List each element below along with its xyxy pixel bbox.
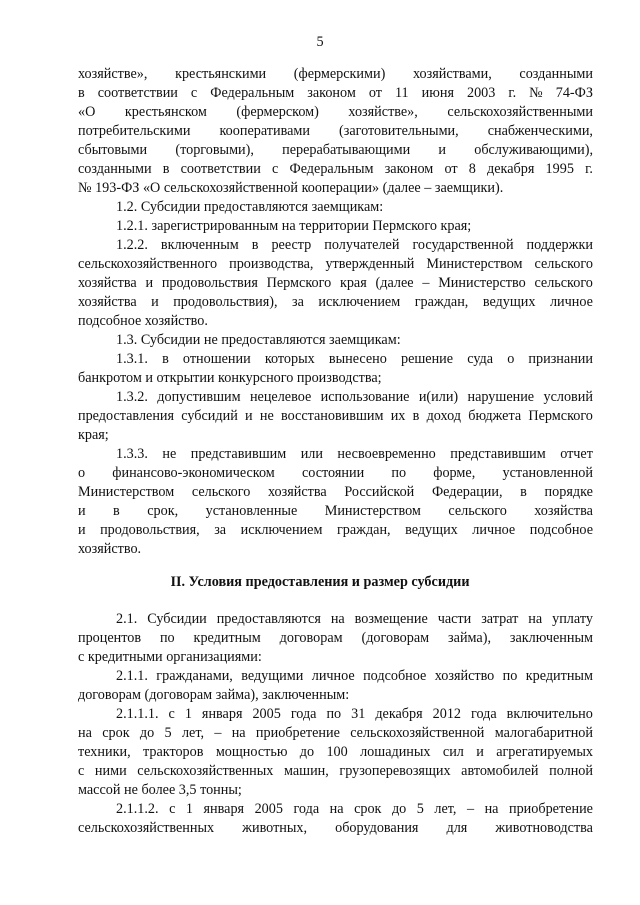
text-word: 2005 xyxy=(252,706,281,722)
text-word: 1.3.1. xyxy=(116,351,148,367)
text-word: (фермерском) xyxy=(236,104,319,120)
text-word: уплату xyxy=(552,611,593,627)
text-word: вынесено xyxy=(328,351,387,367)
text-word: отчет xyxy=(560,446,593,462)
text-word: и xyxy=(245,408,253,424)
text-word: кредитным xyxy=(193,630,261,646)
text-word: до xyxy=(391,801,407,817)
text-word: Министерство xyxy=(438,275,526,291)
text-word: нецелевое xyxy=(249,389,312,405)
text-word: в xyxy=(78,85,85,101)
text-word: агрегатируемых xyxy=(496,744,593,760)
text-word: на xyxy=(528,611,543,627)
text-word: края; xyxy=(78,427,109,443)
text-word: в xyxy=(412,408,420,424)
text-word: 5 xyxy=(416,801,424,817)
text-word: в xyxy=(162,161,170,177)
text-line xyxy=(78,723,593,743)
text-word: не xyxy=(259,408,274,424)
text-word: законом xyxy=(384,161,434,177)
text-word: сельскохозяйственного xyxy=(78,256,218,272)
text-word: по xyxy=(502,668,518,684)
text-word: на xyxy=(231,725,246,741)
text-word: форме, xyxy=(433,465,476,481)
text-line xyxy=(78,628,593,648)
text-word: Пермского xyxy=(266,275,332,291)
text-word: с xyxy=(169,801,176,817)
text-word: договорам (договорам займа), заключенным: xyxy=(78,687,350,703)
text-word: срок xyxy=(102,725,130,741)
text-line xyxy=(116,704,593,724)
text-line xyxy=(78,178,593,198)
text-word: снабженческими, xyxy=(487,123,593,139)
text-word: ведущими xyxy=(241,668,304,684)
text-word: использование xyxy=(320,389,410,405)
text-word: Министерством xyxy=(78,484,175,500)
text-word: хозяйства xyxy=(78,294,137,310)
text-word: части xyxy=(437,611,472,627)
text-word: (фермерскими) xyxy=(293,66,386,82)
text-word: приобретение xyxy=(509,801,593,817)
text-word: потребительскими xyxy=(78,123,191,139)
text-line xyxy=(78,121,593,141)
text-word: за xyxy=(214,522,227,538)
text-word: личное xyxy=(311,668,355,684)
text-word: «О xyxy=(78,104,96,120)
text-word: года xyxy=(290,706,317,722)
text-line xyxy=(78,64,593,84)
text-word: сельскохозяйственными xyxy=(447,104,593,120)
text-word: граждан, xyxy=(336,522,391,538)
text-word: с xyxy=(190,85,198,101)
text-word: установленные xyxy=(205,503,298,519)
text-word: (заготовительными, xyxy=(339,123,459,139)
text-word: – xyxy=(422,275,430,291)
text-word: заключенным xyxy=(509,630,593,646)
text-word: Министерством xyxy=(324,503,421,519)
text-word: хозяйстве», xyxy=(348,104,418,120)
text-word: 1.3. Субсидии не предоставляются заемщикам: xyxy=(116,332,401,348)
text-word: на xyxy=(78,725,92,741)
text-word: 2.1.1. xyxy=(116,668,148,684)
text-line xyxy=(78,482,593,502)
text-word: 1.2.1. зарегистрированным на территории Пермского края; xyxy=(116,218,472,234)
text-word: личное xyxy=(472,522,516,538)
text-word: Министерством xyxy=(426,256,523,272)
text-word: не xyxy=(162,446,177,462)
text-word: и xyxy=(78,503,86,519)
text-word: Пермского xyxy=(528,408,593,424)
text-word: крестьянскими xyxy=(175,66,267,82)
text-word: суда xyxy=(467,351,494,367)
text-line xyxy=(116,330,593,350)
text-word: решение xyxy=(400,351,454,367)
text-word: года xyxy=(293,801,320,817)
text-word: с кредитными организациями: xyxy=(78,649,262,665)
text-word: 1 xyxy=(185,801,193,817)
text-word: 2003 xyxy=(466,85,496,101)
text-word: процентов xyxy=(78,630,142,646)
text-word: – xyxy=(466,801,475,817)
text-word: 100 xyxy=(326,744,348,760)
text-word: автомобилей xyxy=(461,763,539,779)
text-word: гражданами, xyxy=(156,668,233,684)
text-line xyxy=(78,761,593,781)
text-line xyxy=(116,349,593,369)
text-word: тракторов xyxy=(142,744,204,760)
text-word: которых xyxy=(264,351,315,367)
text-word: декабря xyxy=(487,161,535,177)
text-word: хозяйства xyxy=(534,503,593,519)
text-word: в xyxy=(251,237,259,253)
text-word: доход xyxy=(426,408,461,424)
text-word: по xyxy=(391,465,407,481)
text-word: грузоперевозящих xyxy=(339,763,451,779)
text-line xyxy=(116,666,593,686)
text-line xyxy=(78,647,593,667)
text-word: восстановившим xyxy=(280,408,384,424)
text-word: сельскохозяйственной xyxy=(350,725,485,741)
text-line xyxy=(78,83,593,103)
text-word: (торговыми), xyxy=(175,142,254,158)
text-word: года xyxy=(471,706,497,722)
text-word: в xyxy=(162,351,169,367)
text-word: обслуживающими), xyxy=(474,142,593,158)
text-line xyxy=(78,406,593,426)
text-word: их xyxy=(390,408,406,424)
text-word: полной xyxy=(549,763,593,779)
text-word: соответствии xyxy=(97,85,178,101)
text-word: Российской xyxy=(344,484,415,500)
text-word: соответствии xyxy=(180,161,261,177)
text-word: сельского xyxy=(448,503,507,519)
text-word: в xyxy=(520,484,527,500)
text-word: по xyxy=(326,706,342,722)
text-word: января xyxy=(203,801,245,817)
text-line xyxy=(78,140,593,160)
text-word: сельскохозяйственных xyxy=(78,820,215,836)
text-word: 8 xyxy=(468,161,476,177)
text-word: банкротом и открытии конкурсного производства; xyxy=(78,370,382,386)
text-word: за xyxy=(292,294,304,310)
text-word: по xyxy=(159,630,175,646)
text-word: 2.1.1.1. xyxy=(116,706,159,722)
text-word: граждан, xyxy=(414,294,469,310)
text-word: утвержденный xyxy=(325,256,415,272)
text-word: для xyxy=(446,820,468,836)
text-word: финансово-экономическом xyxy=(112,465,275,481)
text-word: хозяйство xyxy=(434,668,495,684)
text-line xyxy=(116,197,593,217)
text-word: представившим xyxy=(190,446,287,462)
text-line xyxy=(116,799,593,819)
text-word: 11 xyxy=(394,85,409,101)
text-word: лошадиных xyxy=(360,744,431,760)
text-line xyxy=(78,425,593,445)
text-line xyxy=(116,216,593,236)
text-word: хозяйства xyxy=(78,275,137,291)
text-word: сил xyxy=(442,744,464,760)
text-line xyxy=(78,742,593,762)
text-line xyxy=(78,292,593,312)
text-word: на xyxy=(330,611,345,627)
text-word: кооперативами xyxy=(219,123,310,139)
text-word: исключением xyxy=(318,294,401,310)
text-word: № xyxy=(529,85,543,101)
text-word: предоставляются xyxy=(216,611,321,627)
text-word: продовольствия, xyxy=(100,522,200,538)
text-word: созданными xyxy=(78,161,152,177)
text-word: состоянии xyxy=(301,465,365,481)
text-word: несвоевременно xyxy=(337,446,436,462)
page-number: 5 xyxy=(316,34,324,50)
text-word: крестьянском xyxy=(124,104,207,120)
text-word: 2.1. xyxy=(116,611,138,627)
text-word: условий xyxy=(543,389,593,405)
text-word: 1.2. Субсидии предоставляются заемщикам: xyxy=(116,199,384,215)
text-word: от xyxy=(444,161,458,177)
text-line xyxy=(78,273,593,293)
text-line xyxy=(116,609,593,629)
text-word: кредитным xyxy=(525,668,593,684)
text-word: и xyxy=(438,142,447,158)
text-word: лет, xyxy=(434,801,457,817)
text-word: продовольствия), xyxy=(173,294,278,310)
text-word: края xyxy=(339,275,367,291)
text-word: декабря xyxy=(375,706,423,722)
text-word: техники, xyxy=(78,744,131,760)
text-word: получателей xyxy=(324,237,400,253)
text-word: малогабаритной xyxy=(494,725,593,741)
text-word: на xyxy=(329,801,344,817)
text-word: сельского xyxy=(534,275,593,291)
text-line xyxy=(78,539,593,559)
text-word: 1 xyxy=(184,706,192,722)
text-line xyxy=(78,368,593,388)
text-word: созданными xyxy=(519,66,593,82)
text-word: включительно xyxy=(506,706,593,722)
text-word: Субсидии xyxy=(147,611,207,627)
text-word: Федерации, xyxy=(431,484,503,500)
text-word: включенным xyxy=(160,237,239,253)
text-word: и xyxy=(78,522,86,538)
text-word: предоставления xyxy=(78,408,175,424)
text-word: 2005 xyxy=(254,801,283,817)
text-line xyxy=(116,387,593,407)
section-heading: II. Условия предоставления и размер субсидии xyxy=(170,574,470,590)
text-word: г. xyxy=(585,161,593,177)
text-word: животных, xyxy=(242,820,308,836)
text-line xyxy=(78,254,593,274)
text-word: хозяйства xyxy=(267,484,327,500)
text-word: бюджета xyxy=(468,408,522,424)
text-word: установленной xyxy=(502,465,593,481)
text-word: допустившим xyxy=(157,389,241,405)
text-word: субсидий xyxy=(181,408,238,424)
text-line xyxy=(78,780,593,800)
text-word: в xyxy=(113,503,120,519)
text-word: машин, xyxy=(283,763,329,779)
text-word: и(или) xyxy=(418,389,459,405)
text-word: № 193-ФЗ «О сельскохозяйственной кооперации» (далее – заемщики). xyxy=(78,180,504,196)
text-word: ведущих xyxy=(405,522,458,538)
text-word: – xyxy=(214,725,222,741)
text-word: подсобное xyxy=(529,522,593,538)
text-word: личное xyxy=(549,294,593,310)
text-word: до xyxy=(299,744,315,760)
text-word: отношении xyxy=(182,351,251,367)
text-word: реестр xyxy=(271,237,312,253)
text-word: массой не более 3,5 тонны; xyxy=(78,782,242,798)
text-word: срок xyxy=(354,801,382,817)
text-word: сбытовыми xyxy=(78,142,148,158)
text-line xyxy=(78,501,593,521)
text-word: подсобное хозяйство. xyxy=(78,313,208,329)
text-word: мощностью xyxy=(215,744,288,760)
text-word: 1.2.2. xyxy=(116,237,148,253)
text-word: сельскохозяйственных xyxy=(137,763,274,779)
text-word: хозяйстве», xyxy=(78,66,148,82)
text-line xyxy=(78,520,593,540)
text-word: порядке xyxy=(544,484,593,500)
text-word: 1995 xyxy=(545,161,574,177)
text-word: законом xyxy=(307,85,356,101)
text-word: займа), xyxy=(448,630,491,646)
text-word: сельского xyxy=(534,256,593,272)
text-word: на xyxy=(484,801,499,817)
text-line xyxy=(78,311,593,331)
text-word: и xyxy=(145,275,154,291)
text-word: продовольствия xyxy=(161,275,258,291)
text-word: (далее xyxy=(375,275,414,291)
text-line xyxy=(78,818,593,838)
text-word: оборудования xyxy=(335,820,419,836)
text-word: января xyxy=(201,706,243,722)
text-word: перерабатывающими xyxy=(282,142,411,158)
text-word: 2012 xyxy=(432,706,462,722)
text-word: 1.3.2. xyxy=(116,389,148,405)
text-word: исключением xyxy=(240,522,323,538)
text-word: и xyxy=(476,744,484,760)
text-word: затрат xyxy=(481,611,519,627)
text-word: срок, xyxy=(147,503,179,519)
text-word: ведущих xyxy=(482,294,536,310)
text-word: приобретение xyxy=(255,725,340,741)
text-word: подсобное xyxy=(363,668,427,684)
text-word: июня xyxy=(421,85,454,101)
text-word: Федеральным xyxy=(289,161,374,177)
text-word: с xyxy=(78,763,85,779)
text-word: лет, xyxy=(181,725,204,741)
text-word: 2.1.1.2. xyxy=(116,801,159,817)
text-line xyxy=(116,444,593,464)
text-line xyxy=(78,463,593,483)
text-word: поддержки xyxy=(526,237,593,253)
text-word: признании xyxy=(528,351,593,367)
text-word: и xyxy=(151,294,159,310)
text-word: ними xyxy=(94,763,127,779)
text-word: (договорам xyxy=(361,630,430,646)
text-word: нарушение xyxy=(467,389,535,405)
text-line xyxy=(78,685,593,705)
text-word: хозяйство. xyxy=(78,541,142,557)
text-word: 31 xyxy=(351,706,366,722)
text-word: о xyxy=(78,465,86,481)
text-word: возмещение xyxy=(354,611,428,627)
text-word: до xyxy=(139,725,155,741)
text-word: с xyxy=(168,706,175,722)
text-word: 74-ФЗ xyxy=(555,85,593,101)
text-word: представившим xyxy=(450,446,546,462)
text-line xyxy=(78,159,593,179)
text-word: г. xyxy=(508,85,517,101)
text-word: 5 xyxy=(164,725,172,741)
text-line xyxy=(78,102,593,122)
text-word: производства, xyxy=(229,256,314,272)
text-word: или xyxy=(300,446,323,462)
text-word: договорам xyxy=(279,630,343,646)
text-word: животноводства xyxy=(495,820,593,836)
text-word: с xyxy=(271,161,279,177)
text-word: хозяйствами, xyxy=(412,66,492,82)
text-line xyxy=(116,235,593,255)
text-word: сельского xyxy=(191,484,251,500)
text-word: Федеральным xyxy=(210,85,295,101)
text-word: 1.3.3. xyxy=(116,446,148,462)
text-word: государственной xyxy=(412,237,514,253)
text-word: от xyxy=(368,85,382,101)
text-word: о xyxy=(507,351,515,367)
